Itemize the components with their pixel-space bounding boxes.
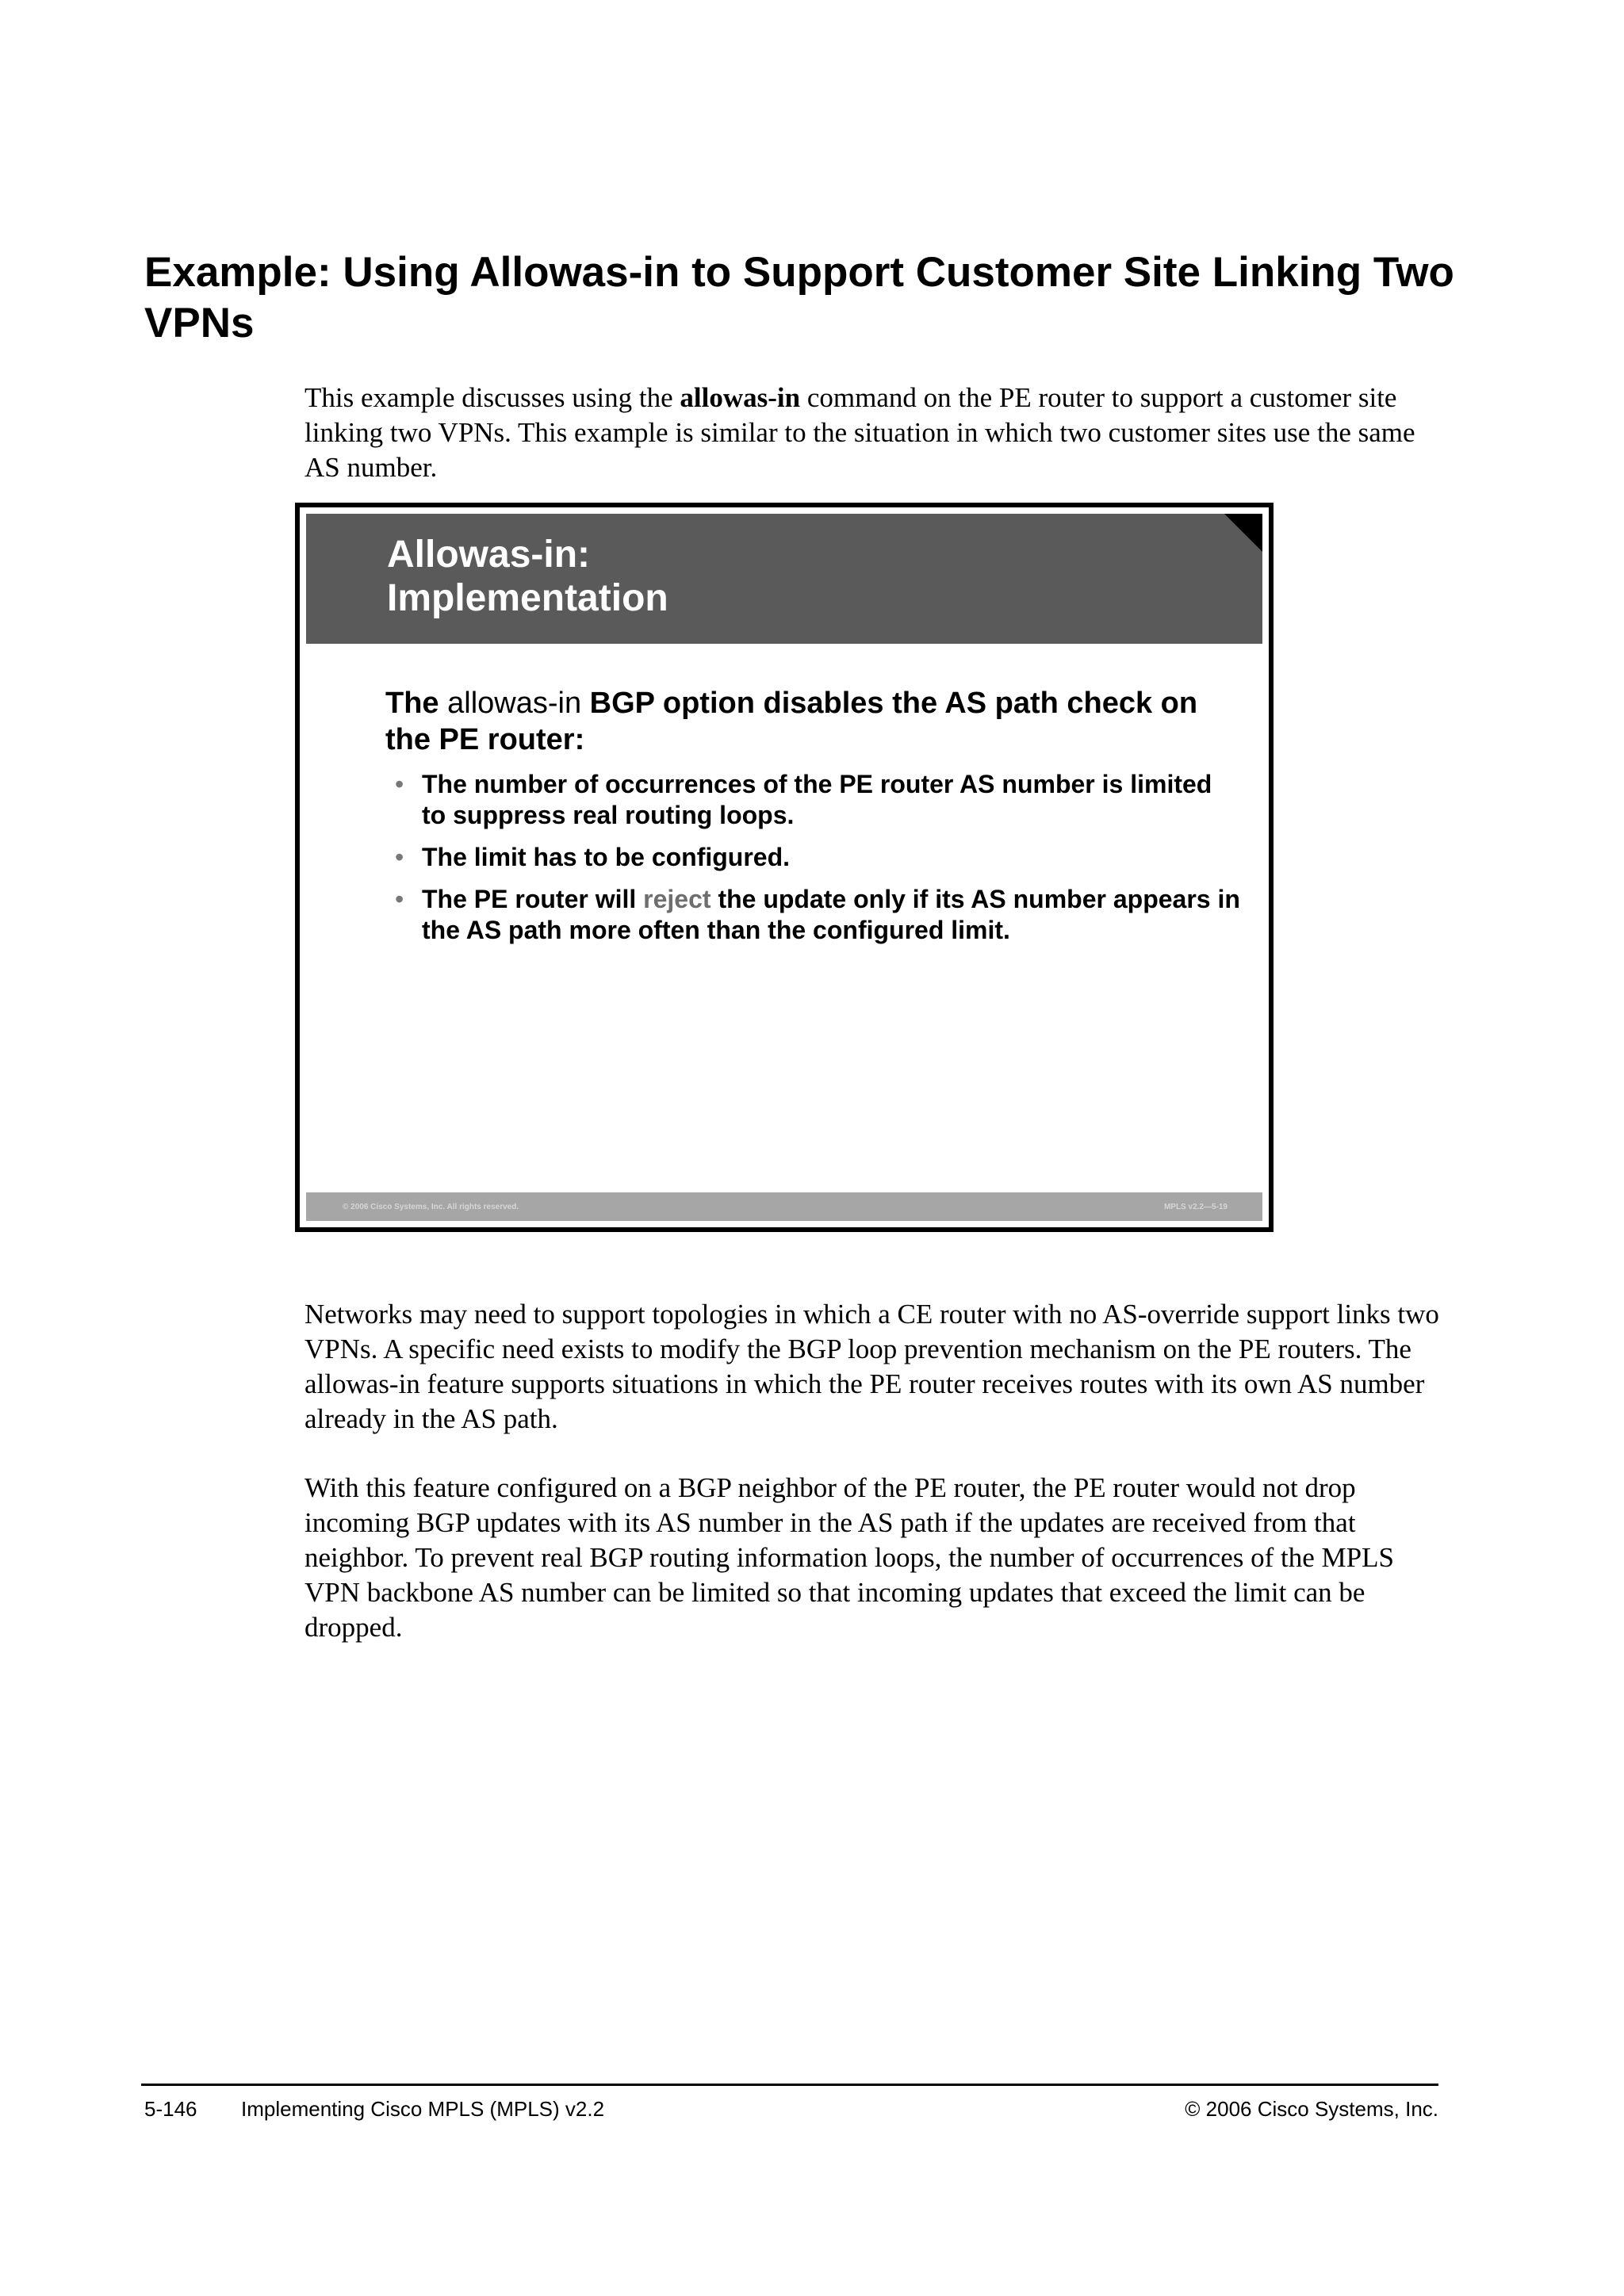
slide-footer-copyright: © 2006 Cisco Systems, Inc. All rights reserved.	[343, 1203, 519, 1211]
slide-figure	[295, 503, 1274, 1232]
bullet-icon: •	[395, 843, 404, 871]
bullet-icon: •	[395, 885, 404, 913]
slide-lead-part-3: BGP option disables the AS path check on the PE router:	[385, 687, 1198, 756]
corner-fold-icon	[1224, 514, 1262, 552]
slide-footer-course-code: MPLS v2.2—5-19	[1163, 1203, 1228, 1211]
slide-bullet-text-after: the update only if its AS number appears in the AS path more often than the configured limit.	[422, 885, 1240, 944]
bullet-icon: •	[395, 770, 404, 798]
slide-bullet-list	[385, 769, 1242, 957]
body-paragraph: With this feature configured on a BGP neighbor of the PE router, the PE router would not drop incoming BGP updates with its AS number in the AS path if the updates are received from that neighbor. To prevent real BGP routing information loops, the number of occurrences of the MPLS VPN backbone AS number can be limited so that incoming updates that exceed the limit can be dropped.	[304, 1472, 1394, 1643]
footer-copyright: © 2006 Cisco Systems, Inc.	[1185, 2097, 1438, 2121]
slide-bullet-accent-word: reject	[643, 885, 711, 913]
slide-footer-bar	[306, 1192, 1262, 1221]
slide-header-bar	[306, 514, 1262, 644]
intro-paragraph	[304, 381, 1446, 485]
slide-bullet-item	[385, 769, 1242, 831]
intro-command: allowas-in	[680, 382, 801, 413]
slide-title-line-2: Implementation	[387, 577, 668, 619]
section-heading: Example: Using Allowas-in to Support Customer Site Linking Two VPNs	[144, 249, 1454, 346]
slide-title	[387, 533, 668, 620]
slide-lead-command: allowas-in	[447, 687, 582, 720]
slide-bullet-item	[385, 884, 1242, 946]
footer-divider	[141, 2084, 1438, 2086]
footer-book-title: Implementing Cisco MPLS (MPLS) v2.2	[241, 2097, 605, 2121]
slide-lead-statement	[385, 685, 1226, 758]
intro-text-before: This example discusses using the	[304, 382, 680, 413]
slide-bullet-text: The limit has to be configured.	[422, 843, 791, 871]
intro-text-after: command on the PE router to support a customer site linking two VPNs. This example is similar to the situation in which two customer sites use the same AS number.	[304, 382, 1415, 483]
slide-lead-part-1: The	[385, 687, 448, 720]
slide-title-line-1: Allowas-in:	[387, 534, 591, 576]
slide-bullet-item	[385, 842, 1242, 873]
slide-bullet-text: The number of occurrences of the PE router AS number is limited to suppress real routing loops.	[422, 770, 1212, 829]
slide-bullet-text-before: The PE router will	[422, 885, 644, 913]
body-paragraph: Networks may need to support topologies in which a CE router with no AS-override support links two VPNs. A specific need exists to modify the BGP loop prevention mechanism on the PE routers. The allowas-in feature supports situations in which the PE router receives routes with its own AS number already in the AS path.	[304, 1299, 1439, 1434]
footer-page-number: 5-146	[144, 2097, 197, 2121]
